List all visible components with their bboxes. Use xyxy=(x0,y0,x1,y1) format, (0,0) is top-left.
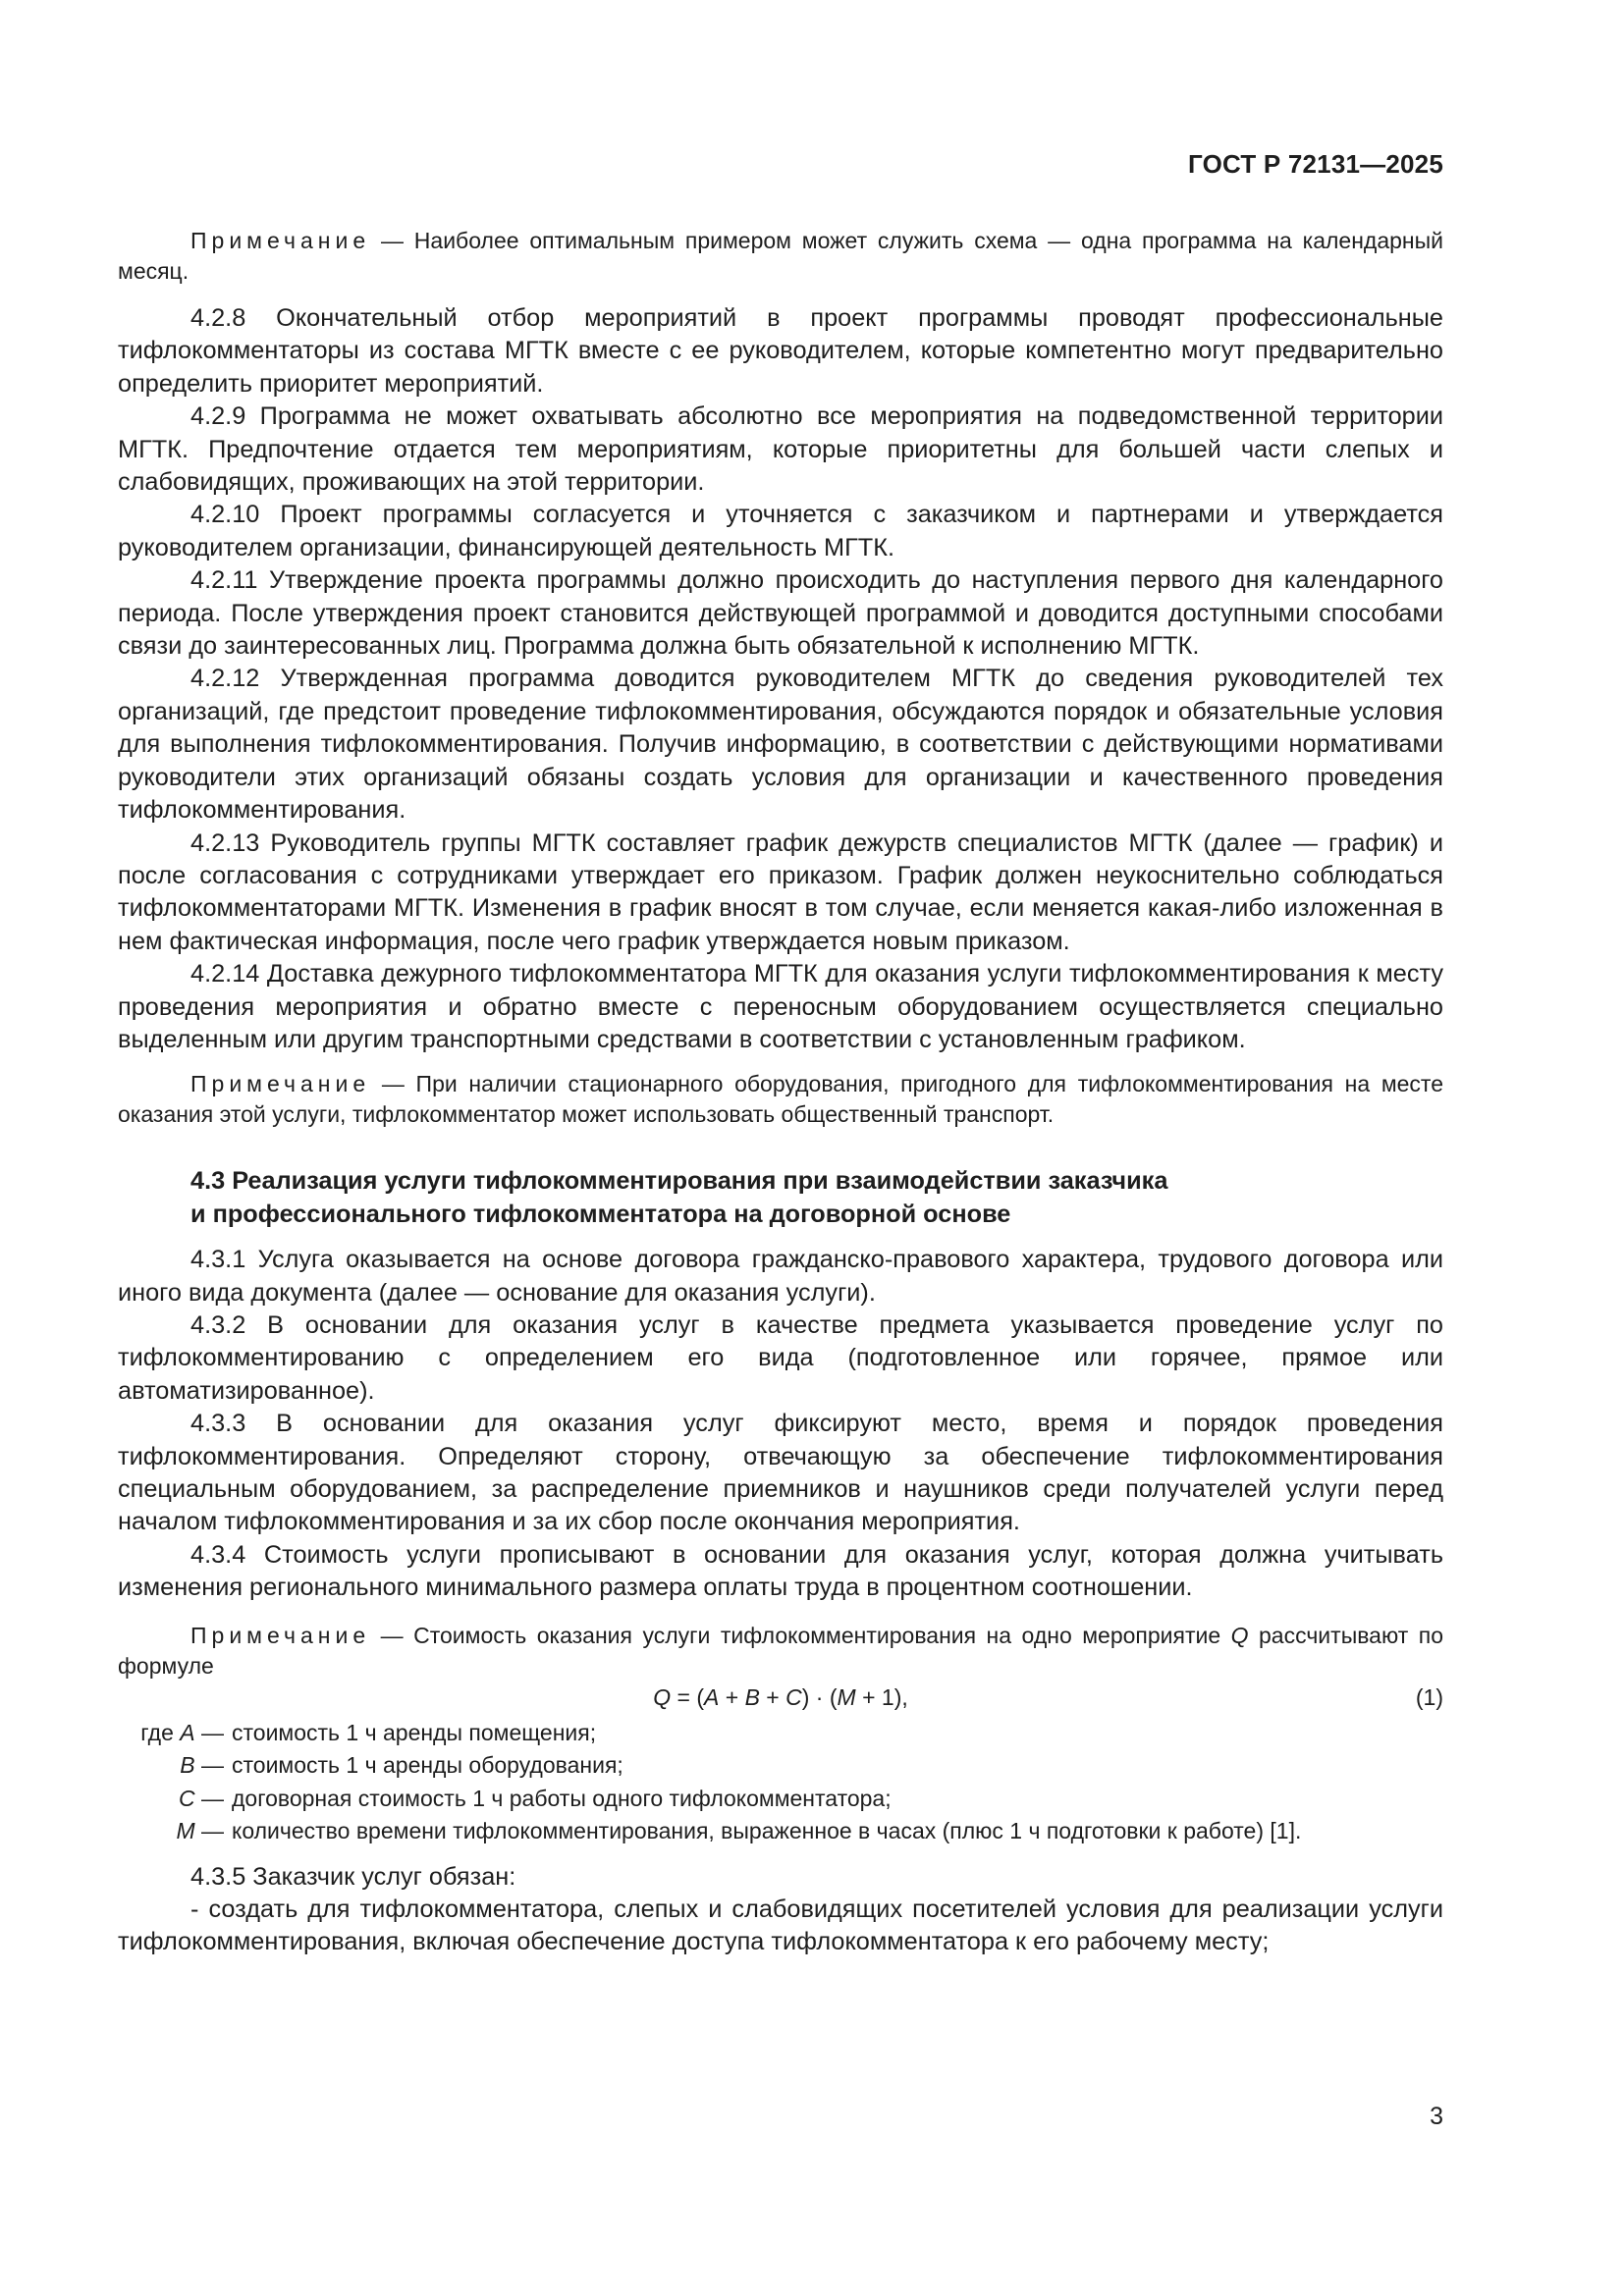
legend-symbol: A xyxy=(180,1719,195,1745)
note-2-text: — При наличии стационарного оборудования, пригодного для тифлокомментирования на месте оказания этой услуги, тифлокомментатор может использовать общественный транспорт. xyxy=(118,1071,1443,1128)
legend-text: договорная стоимость 1 ч работы одного тифлокомментатора; xyxy=(232,1785,892,1811)
note-2 xyxy=(118,1069,1443,1130)
note-label: Примечание xyxy=(190,228,371,253)
paragraph-4-2-12: 4.2.12 Утвержденная программа доводится руководителем МГТК до сведения руководителей тех организаций, где предстоит проведение тифлокомментирования, обсуждаются порядок и обязательные условия для выполнения тифлокомментирования. Получив информацию, в соответствии с действующими нормативами руководители этих организаций обязаны создать условия для организации и качественного проведения тифлокомментирования. xyxy=(118,665,1443,825)
note-3-tail: рассчитывают по формуле xyxy=(118,1622,1443,1679)
legend-dash: — xyxy=(194,1785,224,1811)
legend-dash: — xyxy=(194,1818,224,1844)
paragraph-4-3-5: 4.3.5 Заказчик услуг обязан: xyxy=(190,1862,516,1891)
note-1-text: — Наиболее оптимальным примером может служить схема — одна программа на календарный месяц. xyxy=(118,228,1443,284)
paragraph-4-3-2: 4.3.2 В основании для оказания услуг в качестве предмета указывается проведение услуг по тифлокомментированию с определением его вида (подготовленное или горячее, прямое или автоматизированное). xyxy=(118,1310,1443,1405)
formula-part: + xyxy=(759,1683,786,1710)
section-4-3-title xyxy=(118,1165,1443,1231)
formula-part: + xyxy=(719,1683,745,1710)
formula-b: B xyxy=(744,1683,760,1710)
note-3 xyxy=(118,1621,1443,1682)
legend-symbol: M xyxy=(176,1818,195,1844)
section-title-line-2: и профессионального тифлокомментатора на договорной основе xyxy=(190,1200,1011,1228)
paragraph-4-2-11: 4.2.11 Утверждение проекта программы должно происходить до наступления первого дня календарного периода. После утверждения проект становится действующей программой и доводится доступными способами связи до заинтересованных лиц. Программа должна быть обязательной к исполнению МГТК. xyxy=(118,566,1443,661)
paragraph-4-3-4: 4.3.4 Стоимость услуги прописывают в основании для оказания услуг, которая должна учитывать изменения регионального минимального размера оплаты труда в процентном соотношении. xyxy=(118,1540,1443,1602)
legend-symbol: C xyxy=(178,1785,195,1811)
page-number: 3 xyxy=(1430,2103,1443,2130)
page-content xyxy=(118,226,1443,1959)
paragraph-4-2-8: 4.2.8 Окончательный отбор мероприятий в проект программы проводят профессиональные тифлокомментаторы из состава МГТК вместе с ее руководителем, которые компетентно могут предварительно определить приоритет мероприятий. xyxy=(118,304,1443,398)
note-3-text: — Стоимость оказания услуги тифлокомментирования на одно мероприятие xyxy=(370,1622,1231,1648)
legend-row-a xyxy=(118,1717,1443,1750)
formula-1 xyxy=(118,1682,1443,1715)
paragraph-4-3-1: 4.3.1 Услуга оказывается на основе договора гражданско-правового характера, трудового договора или иного вида документа (далее — основание для оказания услуги). xyxy=(118,1246,1443,1307)
paragraph-4-2-9: 4.2.9 Программа не может охватывать абсолютно все мероприятия на подведомственной территории МГТК. Предпочтение отдается тем мероприятиям, которые приоритетны для большей части слепых и слабовидящих, проживающих на этой территории. xyxy=(118,402,1443,497)
formula-legend xyxy=(118,1717,1443,1848)
formula-part: = ( xyxy=(671,1683,704,1710)
legend-text: стоимость 1 ч аренды оборудования; xyxy=(232,1752,623,1779)
legend-symbol: B xyxy=(180,1752,195,1779)
legend-dash: — xyxy=(194,1719,224,1745)
paragraph-4-2-10: 4.2.10 Проект программы согласуется и уточняется с заказчиком и партнерами и утверждается руководителем организации, финансирующей деятельность МГТК. xyxy=(118,501,1443,561)
formula-m: M xyxy=(837,1683,856,1710)
formula-number: (1) xyxy=(1415,1683,1443,1710)
paragraph-4-2-14: 4.2.14 Доставка дежурного тифлокомментатора МГТК для оказания услуги тифлокомментирования к месту проведения мероприятия и обратно вместе с переносным оборудованием осуществляется специально выделенным или другим транспортными средствами в соответствии с установленным графиком. xyxy=(118,960,1443,1053)
legend-dash: — xyxy=(194,1752,224,1779)
formula-a: A xyxy=(704,1683,720,1710)
note-label: Примечание xyxy=(190,1622,371,1648)
legend-row-m xyxy=(118,1815,1443,1848)
legend-text: количество времени тифлокомментирования, выраженное в часах (плюс 1 ч подготовки к работе) [1]. xyxy=(232,1818,1302,1844)
legend-text: стоимость 1 ч аренды помещения; xyxy=(232,1719,597,1745)
section-title-line-1: 4.3 Реализация услуги тифлокомментирования при взаимодействии заказчика xyxy=(190,1167,1168,1196)
legend-prefix: где xyxy=(140,1719,181,1745)
legend-key xyxy=(118,1783,224,1816)
note-label: Примечание xyxy=(190,1071,371,1097)
legend-row-c xyxy=(118,1783,1443,1816)
formula-c: C xyxy=(785,1683,802,1710)
legend-key xyxy=(118,1717,224,1750)
document-code: ГОСТ Р 72131—2025 xyxy=(1188,149,1443,179)
paragraph-4-3-3: 4.3.3 В основании для оказания услуг фиксируют место, время и порядок проведения тифлокомментирования. Определяют сторону, отвечающую за обеспечение тифлокомментирования специальным оборудованием, за распределение приемников и наушников среди получателей услуги перед началом тифлокомментирования и за их сбор после окончания мероприятия. xyxy=(118,1410,1443,1536)
formula-expression xyxy=(118,1682,1443,1713)
paragraph-4-3-5-item-1: - создать для тифлокомментатора, слепых и слабовидящих посетителей условия для реализации услуги тифлокомментирования, включая обеспечение доступа тифлокомментатора к его рабочему месту; xyxy=(118,1896,1443,1956)
legend-key xyxy=(118,1749,224,1783)
formula-part: + 1), xyxy=(855,1683,908,1710)
formula-q: Q xyxy=(653,1683,672,1710)
formula-part: ) · ( xyxy=(801,1683,838,1710)
legend-row-b xyxy=(118,1749,1443,1783)
legend-key xyxy=(118,1815,224,1848)
note-1 xyxy=(118,226,1443,287)
paragraph-4-2-13: 4.2.13 Руководитель группы МГТК составляет график дежурств специалистов МГТК (далее — график) и после согласования с сотрудниками утверждает его приказом. График должен неукоснительно соблюдаться тифлокомментаторами МГТК. Изменения в график вносят в том случае, если меняется какая-либо изложенная в нем фактическая информация, после чего график утверждается новым приказом. xyxy=(118,828,1443,955)
note-3-variable: Q xyxy=(1230,1622,1249,1648)
